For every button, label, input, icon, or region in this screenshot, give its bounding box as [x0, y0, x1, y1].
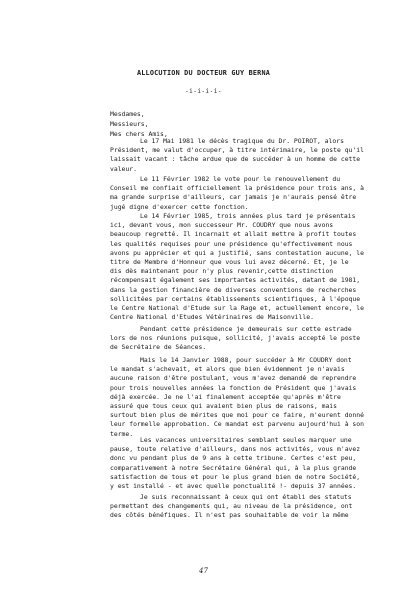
paragraph [110, 325, 361, 353]
paragraph-line: Le 17 Mai 1981 le décès tragique du Dr. POIROT, alors [140, 137, 344, 145]
paragraph-line: Mais le 14 Janvier 1988, pour succéder à Mr COUDRY dont [140, 356, 352, 364]
paragraph-line: les qualités requises pour une présidence qu'effectivement nous [110, 239, 353, 248]
paragraph [110, 356, 364, 439]
paragraph-line: des côtés bénéfiques. Il n'est pas souhaitable de voir la même [110, 511, 349, 520]
paragraph-line: récompensait également ses importantes activités, datant de 1981, [110, 276, 361, 285]
paragraph [110, 212, 364, 322]
paragraph-line: dans la gestion financière de diverses conventions de recherches [110, 285, 357, 294]
paragraph-line: surtout bien plus de mérites que moi pour ce faire, m'eurent donné [110, 411, 364, 420]
paragraph-line: Conseil me confiait officiellement la présidence pour trois ans, à [110, 184, 364, 193]
title-separator: -i-i-i-i- [184, 88, 222, 95]
paragraph-line: y est installé - et avec quelle ponctualité !- depuis 37 années. [110, 481, 357, 490]
salutation-line: Mesdames, [110, 110, 145, 118]
paragraph [110, 137, 364, 174]
paragraph-line: Le 11 Février 1982 le vote pour le renouvellement du [140, 175, 341, 183]
paragraph-line: Pendant cette présidence je demeurais sur cette estrade [140, 325, 352, 333]
paragraph-line: le Centre National d'Etude sur la Rage et, actuellement encore, le [110, 303, 364, 312]
paragraph-line: pour trois nouvelles années la fonction de Président que j'avais [110, 383, 357, 392]
paragraph-line: ma grande surprise d'ailleurs, car jamais je n'aurais pensé être [110, 193, 357, 202]
paragraph-line: Président, me valut d'occuper, à titre intérimaire, le poste qu'il [110, 146, 364, 155]
paragraph [110, 175, 364, 212]
paragraph-line: Je suis reconnaissant à ceux qui ont établi des statuts [140, 493, 352, 501]
paragraph-line: ici, devant vous, mon successeur Mr. COUDRY que nous avons [110, 221, 334, 230]
paragraph-line: titre de Membre d'Honneur que vous lui avez décerné. Et, je le [110, 257, 349, 266]
salutation [110, 109, 168, 139]
paragraph-line: avons pu apprécier et qui a justifié, sans contestation aucune, le [110, 248, 364, 257]
paragraph-line: Centre National d'Etudes Vétérinaires de Maisonville. [110, 313, 314, 322]
paragraph-line: de Secrétaire de Séances. [110, 343, 207, 352]
paragraph-line: pause, toute relative d'ailleurs, dans nos activités, vous m'avez [110, 445, 361, 454]
paragraph-line: comparativement à notre Secrétaire Général qui, à la plus grande [110, 463, 357, 472]
paragraph [110, 493, 353, 521]
salutation-line: Mes chers Amis, [110, 130, 168, 138]
paragraph-line: assuré que tous ceux qui avaient bien plus de raisons, mais [110, 401, 338, 410]
paragraph-line: terme. [110, 429, 134, 438]
paragraph-line: Les vacances universitaires semblant seules marquer une [140, 436, 352, 444]
paragraph-line: Le 14 Février 1985, trois années plus tard je présentais [140, 212, 356, 220]
paragraph-line: satisfaction de tous et pour le plus grand bien de notre Société, [110, 472, 361, 481]
paragraph-line: jugé digne d'exercer cette fonction. [110, 202, 249, 211]
paragraph-line: permettant des changements qui, au niveau de la présidence, ont [110, 502, 353, 511]
paragraph-line: laissait vacant : tâche ardue que de succéder à un homme de cette [110, 155, 361, 164]
paragraph-line: leur formelle approbation. Ce mandat est parvenu aujourd'hui à son [110, 420, 364, 429]
paragraph-line: beaucoup regretté. Il incarnait et allait mettre à profit toutes [110, 230, 357, 239]
document-title: ALLOCUTION DU DOCTEUR GUY BERNA [136, 69, 271, 77]
paragraph-line: lors de nos réunions puisque, sollicité, j'avais accepté le poste [110, 334, 361, 343]
paragraph-line: sollicitées par certains établissements scientifiques, à l'époque [110, 294, 361, 303]
paragraph-line: dis dès maintenant pour n'y plus revenir,cette distinction [110, 267, 334, 276]
paragraph-line: aucune raison d'être postulant, vous m'avez demandé de reprendre [110, 374, 357, 383]
paragraph-line: déjà exercée. Je ne l'ai finalement acceptée qu'après m'être [110, 392, 341, 401]
paragraph [110, 436, 361, 491]
salutation-line: Messieurs, [110, 120, 149, 128]
paragraph-line: valeur. [110, 164, 137, 173]
paragraph-line: donc vu pendant plus de 9 ans à cette tribune. Certes c'est peu, [110, 454, 357, 463]
page-number: 47 [199, 567, 208, 575]
paragraph-line: le mandat s'achevait, et alors que bien évidemment je n'avais [110, 365, 345, 374]
